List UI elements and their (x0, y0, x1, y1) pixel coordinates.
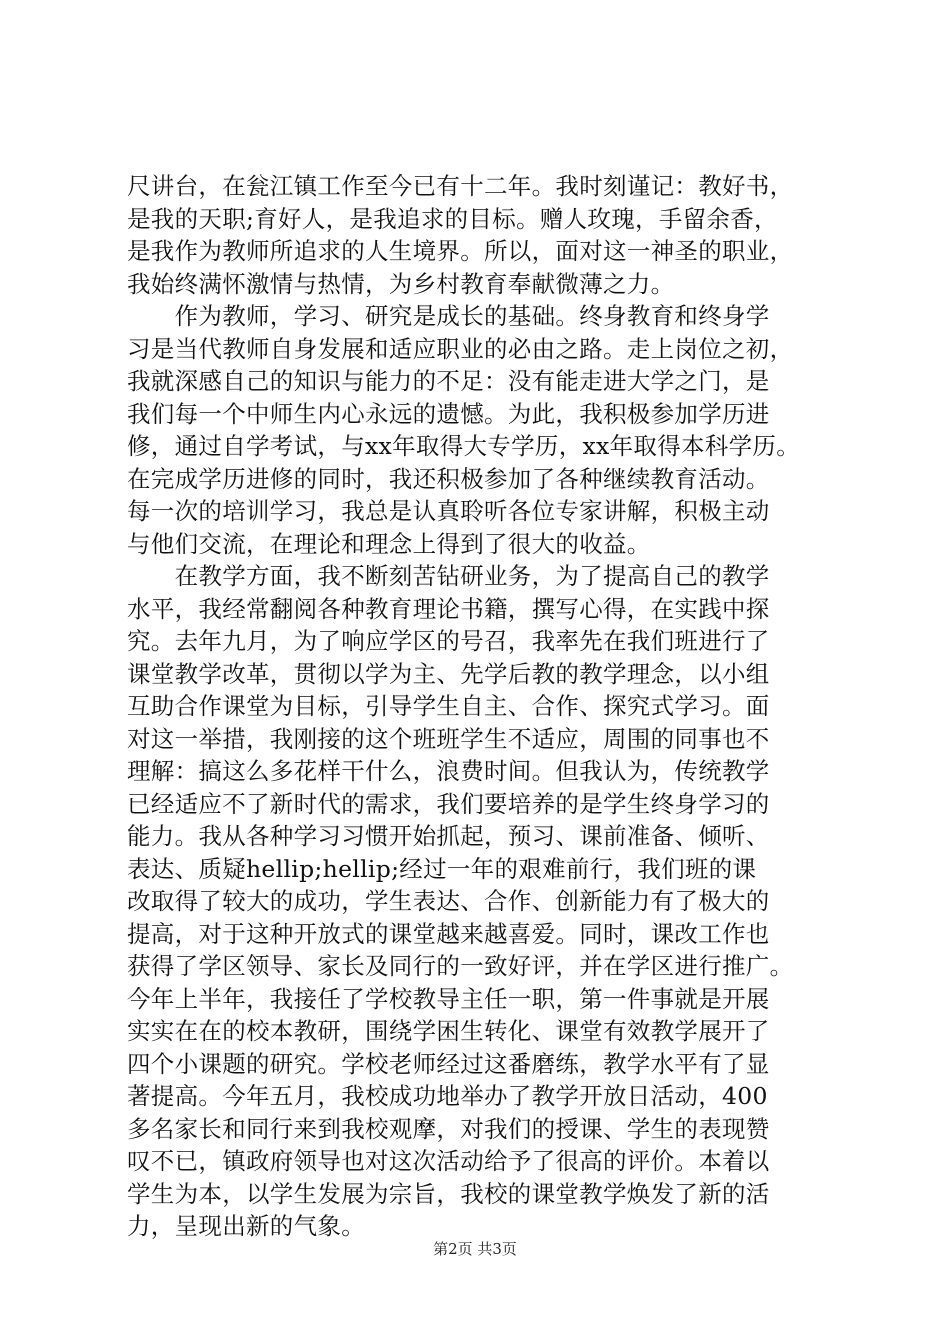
text-line: 叹不已，镇政府领导也对这次活动给予了很高的评价。本着以 (127, 1147, 770, 1175)
text-line: 理解：搞这么多花样干什么，浪费时间。但我认为，传统教学 (127, 757, 770, 785)
text-line: 尺讲台，在瓮江镇工作至今已有十二年。我时刻谨记：教好书， (127, 172, 794, 200)
text-line: 究。去年九月，为了响应学区的号召，我率先在我们班进行了 (127, 627, 770, 655)
text-line: 习是当代教师自身发展和适应职业的必由之路。走上岗位之初， (127, 334, 794, 363)
text-line: 今年上半年，我接任了学校教导主任一职，第一件事就是开展 (127, 984, 770, 1013)
text-line: 是我的天职;育好人，是我追求的目标。赠人玫瑰，手留余香， (127, 204, 778, 233)
text-line: 力，呈现出新的气象。 (127, 1212, 365, 1240)
text-line: 课堂教学改革，贯彻以学为主、先学后教的教学理念，以小组 (127, 659, 770, 688)
text-line: 多名家长和同行来到我校观摩，对我们的授课、学生的表现赞 (127, 1114, 770, 1143)
text-line: 获得了学区领导、家长及同行的一致好评，并在学区进行推广。 (127, 952, 794, 980)
text-line: 表达、质疑hellip;hellip;经过一年的艰难前行，我们班的课 (127, 854, 757, 883)
document-body (127, 170, 839, 1243)
text-line: 对这一举措，我刚接的这个班班学生不适应，周围的同事也不 (127, 724, 770, 753)
text-line: 互助合作课堂为目标，引导学生自主、合作、探究式学习。面 (127, 692, 770, 720)
text-line: 学生为本，以学生发展为宗旨，我校的课堂教学焕发了新的活 (127, 1179, 770, 1208)
text-line: 能力。我从各种学习习惯开始抓起，预习、课前准备、倾听、 (127, 822, 770, 850)
text-line: 在教学方面，我不断刻苦钻研业务，为了提高自己的教学 (127, 562, 770, 590)
text-line: 是我作为教师所追求的人生境界。所以，面对这一神圣的职业， (127, 237, 794, 265)
page-number-footer: 第2页 共3页 (433, 1240, 517, 1258)
text-line: 已经适应不了新时代的需求，我们要培养的是学生终身学习的 (127, 789, 770, 818)
text-line: 我就深感自己的知识与能力的不足：没有能走进大学之门，是 (127, 367, 770, 395)
text-line: 在完成学历进修的同时，我还积极参加了各种继续教育活动。 (127, 464, 770, 493)
text-line: 与他们交流，在理论和理念上得到了很大的收益。 (127, 529, 651, 558)
text-line: 水平，我经常翻阅各种教育理论书籍，撰写心得，在实践中探 (127, 594, 770, 623)
text-line: 作为教师，学习、研究是成长的基础。终身教育和终身学 (127, 302, 770, 330)
text-line: 四个小课题的研究。学校老师经过这番磨练，教学水平有了显 (127, 1049, 770, 1078)
text-line: 著提高。今年五月，我校成功地举办了教学开放日活动，400 (127, 1082, 768, 1110)
text-line: 我始终满怀激情与热情，为乡村教育奉献微薄之力。 (127, 269, 675, 298)
text-line: 我们每一个中师生内心永远的遗憾。为此，我积极参加学历进 (127, 399, 770, 428)
text-line: 提高，对于这种开放式的课堂越来越喜爱。同时，课改工作也 (127, 919, 770, 948)
text-line: 改取得了较大的成功，学生表达、合作、创新能力有了极大的 (127, 887, 770, 915)
text-line: 实实在在的校本教研，围绕学困生转化、课堂有效教学展开了 (127, 1017, 770, 1045)
text-line: 修，通过自学考试，与xx年取得大专学历，xx年取得本科学历。 (127, 432, 801, 460)
text-line: 每一次的培训学习，我总是认真聆听各位专家讲解，积极主动 (127, 497, 770, 525)
